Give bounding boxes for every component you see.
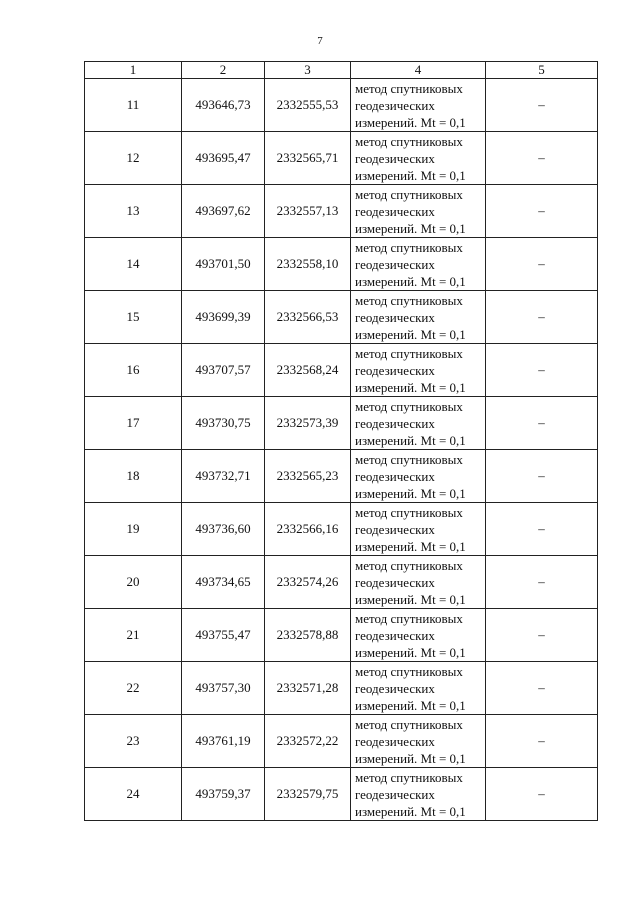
x-coordinate-cell: 493701,50	[182, 238, 265, 291]
method-cell: метод спутниковых геодезических измерений. Mt = 0,1	[351, 556, 486, 609]
point-number-cell: 16	[85, 344, 182, 397]
table-row	[85, 609, 598, 662]
y-coordinate-cell: 2332565,71	[265, 132, 351, 185]
y-coordinate-cell: 2332566,16	[265, 503, 351, 556]
method-cell: метод спутниковых геодезических измерений. Mt = 0,1	[351, 609, 486, 662]
y-coordinate-cell: 2332578,88	[265, 609, 351, 662]
point-number-cell: 15	[85, 291, 182, 344]
x-coordinate-cell: 493736,60	[182, 503, 265, 556]
y-coordinate-cell: 2332557,13	[265, 185, 351, 238]
x-coordinate-cell: 493697,62	[182, 185, 265, 238]
table-row	[85, 291, 598, 344]
point-number-cell: 13	[85, 185, 182, 238]
column-header: 5	[486, 62, 598, 79]
method-cell: метод спутниковых геодезических измерений. Mt = 0,1	[351, 450, 486, 503]
y-coordinate-cell: 2332571,28	[265, 662, 351, 715]
note-cell: –	[486, 344, 598, 397]
table-row	[85, 132, 598, 185]
note-cell: –	[486, 397, 598, 450]
y-coordinate-cell: 2332573,39	[265, 397, 351, 450]
note-cell: –	[486, 609, 598, 662]
x-coordinate-cell: 493730,75	[182, 397, 265, 450]
table-row	[85, 238, 598, 291]
note-cell: –	[486, 715, 598, 768]
note-cell: –	[486, 503, 598, 556]
point-number-cell: 14	[85, 238, 182, 291]
table-row	[85, 79, 598, 132]
y-coordinate-cell: 2332568,24	[265, 344, 351, 397]
note-cell: –	[486, 185, 598, 238]
x-coordinate-cell: 493757,30	[182, 662, 265, 715]
y-coordinate-cell: 2332566,53	[265, 291, 351, 344]
note-cell: –	[486, 662, 598, 715]
x-coordinate-cell: 493759,37	[182, 768, 265, 821]
coordinates-table	[84, 61, 598, 821]
method-cell: метод спутниковых геодезических измерений. Mt = 0,1	[351, 344, 486, 397]
table-row	[85, 450, 598, 503]
method-cell: метод спутниковых геодезических измерений. Mt = 0,1	[351, 503, 486, 556]
point-number-cell: 11	[85, 79, 182, 132]
method-cell: метод спутниковых геодезических измерений. Mt = 0,1	[351, 132, 486, 185]
column-header: 1	[85, 62, 182, 79]
x-coordinate-cell: 493734,65	[182, 556, 265, 609]
point-number-cell: 17	[85, 397, 182, 450]
note-cell: –	[486, 556, 598, 609]
y-coordinate-cell: 2332565,23	[265, 450, 351, 503]
point-number-cell: 12	[85, 132, 182, 185]
note-cell: –	[486, 238, 598, 291]
x-coordinate-cell: 493695,47	[182, 132, 265, 185]
table-row	[85, 397, 598, 450]
y-coordinate-cell: 2332558,10	[265, 238, 351, 291]
method-cell: метод спутниковых геодезических измерений. Mt = 0,1	[351, 662, 486, 715]
point-number-cell: 23	[85, 715, 182, 768]
page-number: 7	[317, 35, 323, 47]
x-coordinate-cell: 493761,19	[182, 715, 265, 768]
table-row	[85, 344, 598, 397]
note-cell: –	[486, 132, 598, 185]
y-coordinate-cell: 2332574,26	[265, 556, 351, 609]
method-cell: метод спутниковых геодезических измерений. Mt = 0,1	[351, 715, 486, 768]
point-number-cell: 22	[85, 662, 182, 715]
x-coordinate-cell: 493646,73	[182, 79, 265, 132]
point-number-cell: 20	[85, 556, 182, 609]
x-coordinate-cell: 493707,57	[182, 344, 265, 397]
point-number-cell: 21	[85, 609, 182, 662]
note-cell: –	[486, 291, 598, 344]
column-header: 2	[182, 62, 265, 79]
y-coordinate-cell: 2332555,53	[265, 79, 351, 132]
y-coordinate-cell: 2332579,75	[265, 768, 351, 821]
x-coordinate-cell: 493732,71	[182, 450, 265, 503]
method-cell: метод спутниковых геодезических измерений. Mt = 0,1	[351, 79, 486, 132]
method-cell: метод спутниковых геодезических измерений. Mt = 0,1	[351, 291, 486, 344]
table-row	[85, 185, 598, 238]
table-row	[85, 503, 598, 556]
table-body	[85, 79, 598, 821]
point-number-cell: 19	[85, 503, 182, 556]
note-cell: –	[486, 768, 598, 821]
method-cell: метод спутниковых геодезических измерений. Mt = 0,1	[351, 185, 486, 238]
table-row	[85, 556, 598, 609]
note-cell: –	[486, 450, 598, 503]
table-row	[85, 768, 598, 821]
y-coordinate-cell: 2332572,22	[265, 715, 351, 768]
table-row	[85, 662, 598, 715]
method-cell: метод спутниковых геодезических измерений. Mt = 0,1	[351, 397, 486, 450]
method-cell: метод спутниковых геодезических измерений. Mt = 0,1	[351, 238, 486, 291]
point-number-cell: 18	[85, 450, 182, 503]
x-coordinate-cell: 493755,47	[182, 609, 265, 662]
column-header: 4	[351, 62, 486, 79]
table-row	[85, 715, 598, 768]
method-cell: метод спутниковых геодезических измерений. Mt = 0,1	[351, 768, 486, 821]
table-header-row	[85, 62, 598, 79]
point-number-cell: 24	[85, 768, 182, 821]
x-coordinate-cell: 493699,39	[182, 291, 265, 344]
note-cell: –	[486, 79, 598, 132]
column-header: 3	[265, 62, 351, 79]
